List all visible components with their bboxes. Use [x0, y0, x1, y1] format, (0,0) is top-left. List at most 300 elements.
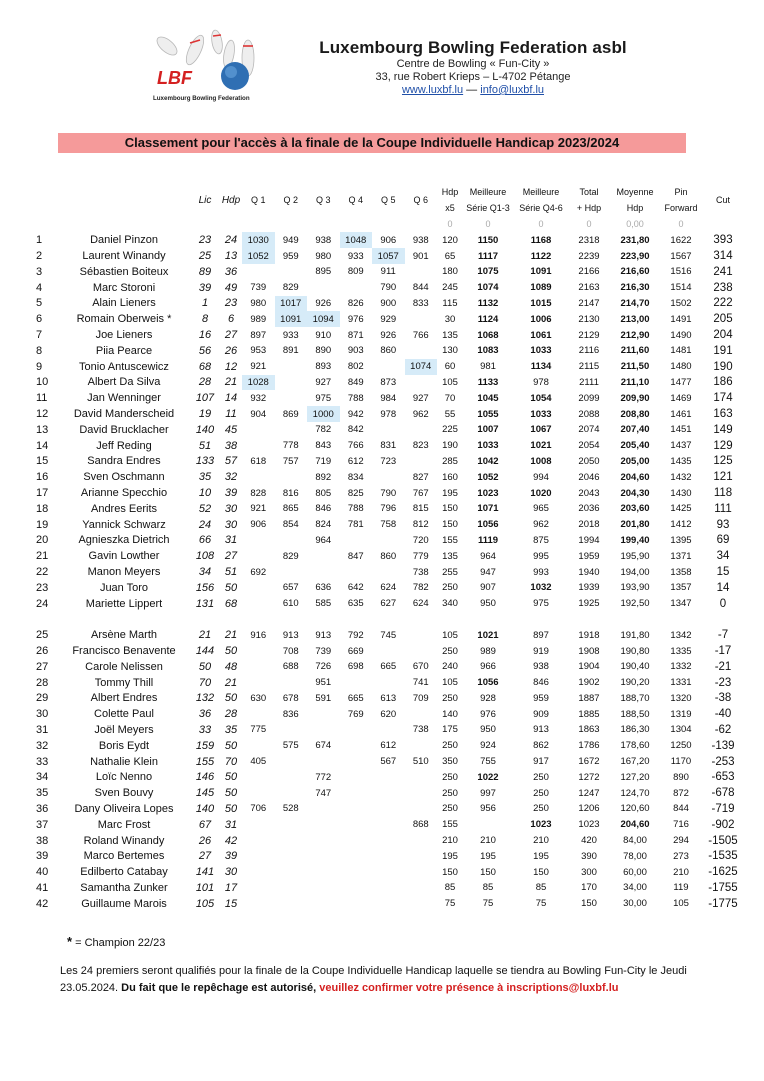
- address: 33, rue Robert Krieps – L-4702 Pétange: [375, 71, 571, 83]
- q1-score: 1030: [242, 232, 275, 248]
- q4-score: 976: [347, 313, 364, 325]
- license-number: 8: [201, 313, 209, 326]
- handicap: 50: [224, 787, 238, 800]
- handicap: 39: [224, 487, 238, 500]
- total-plus-hdp: 2163: [578, 282, 600, 294]
- handicap: 57: [224, 455, 238, 468]
- hdp-x5: 175: [442, 724, 458, 736]
- col-average-sub: Hdp: [626, 203, 644, 214]
- q1-score: [242, 864, 275, 880]
- best-series-q4-6: 250: [533, 803, 549, 815]
- q6-score: 624: [412, 598, 429, 610]
- q1-score: 921: [250, 503, 267, 515]
- q4-score: 942: [347, 408, 364, 420]
- best-series-q4-6: 1033: [530, 345, 552, 357]
- hdp-x5: 120: [442, 234, 458, 246]
- email-link[interactable]: info@luxbf.lu: [480, 84, 545, 96]
- best-series-q1-3: 1150: [477, 234, 499, 246]
- pin-forward: 1490: [670, 329, 692, 341]
- hdp-x5: 225: [442, 424, 458, 436]
- license-number: 145: [195, 787, 215, 800]
- pin-forward: 1491: [670, 313, 692, 325]
- cut-value: -1625: [708, 866, 738, 879]
- q5-score: 758: [380, 519, 397, 531]
- average-hdp: 211,50: [620, 361, 650, 373]
- website-link[interactable]: www.luxbf.lu: [401, 84, 464, 96]
- q5-score: 900: [380, 297, 397, 309]
- best-series-q4-6: 1122: [530, 250, 552, 262]
- best-series-q4-6: 995: [533, 550, 549, 562]
- pin-forward: 210: [673, 866, 689, 878]
- q5-score: [372, 864, 405, 880]
- q1-score: 706: [250, 803, 267, 815]
- q3-score: 719: [315, 455, 332, 467]
- pin-forward: 1412: [670, 519, 692, 531]
- q3-score: [307, 801, 340, 817]
- handicap: 21: [224, 376, 238, 389]
- table-row: [36, 438, 745, 454]
- q3-score: 938: [315, 234, 332, 246]
- handicap: 28: [224, 708, 238, 721]
- q1-score: 904: [250, 408, 267, 420]
- rank-cell: 15: [36, 455, 49, 468]
- q2-score: [275, 722, 308, 738]
- hdp-x5: 60: [444, 361, 456, 373]
- cut-value: 14: [716, 581, 730, 594]
- hdp-x5: 150: [442, 503, 458, 515]
- q1-score: [242, 817, 275, 833]
- player-name: Joe Lieners: [95, 329, 153, 342]
- zero-pin: 0: [678, 219, 684, 230]
- q2-score: [275, 390, 308, 406]
- player-name: Arianne Specchio: [80, 487, 168, 500]
- table-row: [36, 675, 745, 691]
- q1-score: 916: [250, 629, 267, 641]
- handicap: 45: [224, 423, 238, 436]
- q2-score: [275, 359, 308, 375]
- best-series-q1-3: 950: [480, 724, 496, 736]
- q6-score: [405, 627, 438, 643]
- average-hdp: 223,90: [620, 250, 650, 262]
- table-row: [36, 406, 745, 422]
- q4-score: [340, 675, 373, 691]
- pin-forward: 1437: [670, 440, 692, 452]
- notice-red: veuillez confirmer votre présence à inscriptions@luxbf.lu: [319, 982, 619, 994]
- total-plus-hdp: 2054: [578, 440, 600, 452]
- pin-forward: 1461: [670, 408, 692, 420]
- q1-score: 739: [250, 282, 267, 294]
- q5-score: [372, 564, 405, 580]
- champion-star: *: [67, 934, 73, 949]
- q1-score: 405: [250, 756, 267, 768]
- best-series-q4-6: 1134: [530, 361, 552, 373]
- q6-score: [405, 375, 438, 391]
- q4-score: 766: [347, 440, 364, 452]
- table-row: [36, 311, 745, 327]
- q2-score: 610: [282, 598, 299, 610]
- pin-forward: 1358: [670, 566, 692, 578]
- best-series-q1-3: [463, 817, 513, 833]
- total-plus-hdp: 1206: [578, 803, 600, 815]
- rank-cell: 17: [36, 487, 49, 500]
- organization-name: Luxembourg Bowling Federation asbl: [319, 38, 627, 57]
- q1-score: [242, 848, 275, 864]
- q5-score: 926: [380, 329, 397, 341]
- cut-value: 238: [713, 281, 733, 294]
- q3-score: 964: [315, 534, 332, 546]
- handicap: 27: [224, 550, 238, 563]
- rank-cell: 7: [36, 329, 43, 342]
- col-rank: [36, 185, 58, 217]
- rank-cell: 18: [36, 502, 49, 515]
- player-name: Boris Eydt: [98, 739, 150, 752]
- best-series-q4-6: 1061: [530, 329, 552, 341]
- cut-value: 205: [713, 313, 733, 326]
- q6-score: [405, 454, 438, 470]
- q1-score: 828: [250, 487, 267, 499]
- handicap: 50: [224, 802, 238, 815]
- license-number: 50: [198, 660, 212, 673]
- best-series-q4-6: 875: [533, 534, 549, 546]
- rank-cell: 5: [36, 297, 43, 310]
- cut-value: 129: [713, 439, 733, 452]
- average-hdp: 207,40: [620, 424, 650, 436]
- q5-score: 906: [380, 234, 397, 246]
- q6-score: [405, 738, 438, 754]
- q3-score: [307, 280, 340, 296]
- table-row: [36, 801, 745, 817]
- cut-value: 15: [716, 566, 730, 579]
- q2-score: 575: [282, 740, 299, 752]
- ranking-table: [36, 185, 745, 912]
- q6-score: 901: [412, 250, 429, 262]
- player-name: Manon Meyers: [87, 566, 161, 579]
- q5-score: 790: [380, 282, 397, 294]
- q1-score: 1028: [242, 375, 275, 391]
- best-series-q4-6: 975: [533, 598, 549, 610]
- best-series-q1-3: 1083: [477, 345, 499, 357]
- q3-score: [307, 754, 340, 770]
- q2-score: [275, 469, 308, 485]
- cut-value: -21: [714, 660, 732, 673]
- q6-score: 767: [412, 487, 429, 499]
- col-average: Moyenne: [616, 187, 654, 198]
- best-series-q1-3: 947: [480, 566, 496, 578]
- cut-value: 314: [713, 250, 733, 263]
- rank-cell: 11: [36, 392, 48, 405]
- hdp-x5: 115: [442, 297, 458, 309]
- rank-cell: 34: [36, 771, 49, 784]
- q5-score: 620: [380, 708, 397, 720]
- total-plus-hdp: 1994: [578, 534, 600, 546]
- rank-cell: 28: [36, 676, 49, 689]
- table-row: [36, 359, 745, 375]
- hdp-x5: 195: [442, 487, 458, 499]
- best-series-q1-3: 195: [480, 850, 496, 862]
- best-series-q1-3: 956: [480, 803, 496, 815]
- rank-cell: 33: [36, 755, 49, 768]
- table-row: [36, 659, 745, 675]
- best-series-q4-6: 938: [533, 661, 549, 673]
- player-name: Tonio Antuscewicz: [79, 360, 169, 373]
- q2-score: 708: [282, 645, 299, 657]
- license-number: 133: [195, 455, 215, 468]
- q1-score: 980: [250, 297, 267, 309]
- handicap: 23: [224, 297, 238, 310]
- best-series-q1-3: 755: [480, 756, 496, 768]
- table-row: [36, 754, 745, 770]
- q3-score: 726: [315, 661, 332, 673]
- q5-score: [372, 817, 405, 833]
- cut-value: -1755: [708, 881, 738, 894]
- rank-cell: 42: [36, 897, 49, 910]
- q5-score: 831: [380, 440, 397, 452]
- license-number: 68: [198, 360, 212, 373]
- player-name: Yannick Schwarz: [82, 518, 166, 531]
- col-total-sub: + Hdp: [576, 203, 602, 214]
- best-series-q1-3: 85: [482, 882, 494, 894]
- q1-score: 692: [250, 566, 267, 578]
- license-number: 27: [198, 850, 212, 863]
- q5-score: [372, 359, 405, 375]
- best-series-q1-3: 1007: [477, 424, 499, 436]
- average-hdp: 190,80: [620, 645, 650, 657]
- player-name: Daniel Pinzon: [90, 234, 158, 247]
- pin-forward: 1451: [670, 424, 692, 436]
- hdp-x5: 85: [444, 882, 456, 894]
- best-series-q1-3: 989: [480, 645, 496, 657]
- hdp-x5: 150: [442, 519, 458, 531]
- q4-score: 788: [347, 392, 364, 404]
- q4-score: 847: [347, 550, 364, 562]
- cut-value: 0: [719, 597, 727, 610]
- hdp-x5: 160: [442, 471, 458, 483]
- license-number: 33: [198, 723, 212, 736]
- pin-forward: 1425: [670, 503, 692, 515]
- q3-score: 893: [315, 361, 332, 373]
- best-series-q4-6: 150: [533, 866, 549, 878]
- pin-forward: 1347: [670, 598, 692, 610]
- q6-score: 510: [412, 756, 429, 768]
- cut-value: -1775: [708, 897, 738, 910]
- q5-score: 984: [380, 392, 397, 404]
- q4-score: [340, 864, 373, 880]
- q4-score: 698: [347, 661, 364, 673]
- q6-score: 766: [412, 329, 429, 341]
- q2-score: 1091: [275, 311, 308, 327]
- table-row: [36, 722, 745, 738]
- cut-value: 222: [713, 297, 733, 310]
- q4-score: 933: [347, 250, 364, 262]
- best-series-q1-3: 1056: [477, 677, 499, 689]
- player-name: Romain Oberweis *: [76, 313, 172, 326]
- average-hdp: 84,00: [623, 835, 647, 847]
- q5-score: 873: [380, 376, 397, 388]
- cut-value: 111: [714, 502, 732, 515]
- best-series-q4-6: 913: [533, 724, 549, 736]
- best-series-q4-6: 959: [533, 692, 549, 704]
- q1-score: [242, 548, 275, 564]
- hdp-x5: 105: [442, 677, 458, 689]
- table-row: [36, 375, 745, 391]
- q3-score: [307, 564, 340, 580]
- ranking-rows: [36, 232, 745, 911]
- total-plus-hdp: 2088: [578, 408, 600, 420]
- rank-cell: 14: [36, 439, 49, 452]
- handicap: 6: [227, 313, 235, 326]
- q1-score: [242, 675, 275, 691]
- q1-score: 897: [250, 329, 267, 341]
- q6-score: [405, 896, 438, 912]
- rank-cell: 29: [36, 692, 49, 705]
- license-number: 25: [198, 250, 212, 263]
- best-series-q4-6: 1054: [530, 392, 552, 404]
- player-name: Edilberto Catabay: [80, 866, 168, 879]
- license-number: 34: [198, 566, 212, 579]
- q5-score: [372, 801, 405, 817]
- q4-score: [340, 833, 373, 849]
- q2-score: 959: [282, 250, 299, 262]
- q6-score: [405, 343, 438, 359]
- hdp-x5: 30: [444, 313, 456, 325]
- table-row: [36, 769, 745, 785]
- table-row: [36, 327, 745, 343]
- total-plus-hdp: 1023: [578, 819, 600, 831]
- handicap: 21: [224, 676, 238, 689]
- license-number: 23: [198, 234, 212, 247]
- q5-score: 790: [380, 487, 397, 499]
- q6-score: 670: [412, 661, 429, 673]
- table-row: [36, 296, 745, 312]
- average-hdp: 204,30: [620, 487, 650, 499]
- best-series-q4-6: 909: [533, 708, 549, 720]
- q6-score: 823: [412, 440, 429, 452]
- total-plus-hdp: 2043: [578, 487, 600, 499]
- table-row: [36, 896, 745, 912]
- handicap: 70: [224, 755, 238, 768]
- q3-score: 747: [315, 787, 332, 799]
- cut-value: -253: [711, 755, 735, 768]
- total-plus-hdp: 1918: [578, 629, 600, 641]
- average-hdp: 191,80: [620, 629, 650, 641]
- q2-score: [275, 769, 308, 785]
- q2-score: [275, 675, 308, 691]
- player-name: Gavin Lowther: [88, 550, 160, 563]
- q4-score: [340, 280, 373, 296]
- q4-score: 635: [347, 598, 364, 610]
- average-hdp: 193,90: [620, 582, 650, 594]
- license-number: 39: [198, 281, 212, 294]
- average-hdp: 178,60: [620, 740, 650, 752]
- cut-value: 191: [713, 344, 733, 357]
- col-hdp: Hdp: [221, 195, 241, 207]
- average-hdp: 190,20: [620, 677, 650, 689]
- player-name: Jeff Reding: [96, 439, 152, 452]
- average-hdp: 211,10: [620, 376, 650, 388]
- rank-cell: 27: [36, 660, 49, 673]
- q2-score: [275, 754, 308, 770]
- pin-forward: 273: [673, 850, 689, 862]
- q5-score: [372, 785, 405, 801]
- best-series-q4-6: 1015: [530, 297, 552, 309]
- cut-value: 393: [713, 234, 733, 247]
- q3-score: 843: [315, 440, 332, 452]
- pin-forward: 1357: [670, 582, 692, 594]
- q3-score: 1094: [307, 311, 340, 327]
- best-series-q1-3: 966: [480, 661, 496, 673]
- player-name: Sven Oschmann: [83, 471, 165, 484]
- q5-score: [372, 848, 405, 864]
- cut-value: -902: [711, 818, 735, 831]
- cut-value: 241: [713, 265, 733, 278]
- contact-links: [283, 84, 663, 97]
- cut-value: -7: [717, 629, 729, 642]
- best-series-q4-6: 250: [533, 787, 549, 799]
- hdp-x5: 255: [442, 566, 458, 578]
- rank-cell: 32: [36, 739, 49, 752]
- q3-score: 772: [315, 771, 332, 783]
- player-name: Jan Wenninger: [87, 392, 161, 405]
- handicap: 14: [224, 392, 238, 405]
- hdp-x5: 250: [442, 645, 458, 657]
- q2-score: [275, 375, 308, 391]
- total-plus-hdp: 150: [581, 898, 597, 910]
- q3-score: 892: [315, 471, 332, 483]
- rank-cell: 16: [36, 471, 49, 484]
- handicap: 50: [224, 645, 238, 657]
- best-series-q1-3: 1117: [477, 250, 499, 262]
- hdp-x5: 130: [442, 345, 458, 357]
- notice-text: Les 24 premiers seront qualifiés pour la finale de la Coupe Individuelle Handicap laquelle se tiendra au Bowling Fun-City le Jeudi 23.05.2024.: [60, 965, 687, 994]
- cut-value: 125: [713, 455, 733, 468]
- q4-score: 1048: [340, 232, 373, 248]
- hdp-x5: 250: [442, 771, 458, 783]
- q6-score: [405, 643, 438, 659]
- total-plus-hdp: 2130: [578, 313, 600, 325]
- footnote: [67, 934, 165, 949]
- zero-avg: 0,00: [626, 219, 644, 230]
- q4-score: [340, 896, 373, 912]
- pin-forward: 1567: [670, 250, 692, 262]
- rank-cell: 1: [36, 234, 43, 247]
- rank-cell: 4: [36, 281, 43, 294]
- cut-value: -62: [714, 723, 732, 736]
- pin-forward: 1477: [670, 376, 692, 388]
- license-number: 10: [198, 487, 212, 500]
- total-plus-hdp: 300: [581, 866, 597, 878]
- average-hdp: 216,60: [620, 266, 650, 278]
- player-name: Dany Oliveira Lopes: [74, 802, 174, 815]
- pin-forward: 1502: [670, 297, 692, 309]
- total-plus-hdp: 2050: [578, 455, 600, 467]
- average-hdp: 127,20: [620, 771, 650, 783]
- hdp-x5: 250: [442, 582, 458, 594]
- cut-value: 174: [713, 392, 733, 405]
- total-plus-hdp: 2036: [578, 503, 600, 515]
- q5-score: 745: [380, 629, 397, 641]
- cut-value: 93: [716, 518, 730, 531]
- q3-score: 890: [315, 345, 332, 357]
- q1-score: [242, 596, 275, 612]
- handicap: 30: [224, 518, 238, 531]
- rank-cell: 35: [36, 787, 49, 800]
- average-hdp: 213,00: [620, 313, 650, 325]
- rank-cell: 12: [36, 408, 49, 421]
- license-number: 140: [195, 423, 215, 436]
- q5-score: [372, 769, 405, 785]
- license-number: 1: [201, 297, 209, 310]
- q2-score: 1017: [275, 296, 308, 312]
